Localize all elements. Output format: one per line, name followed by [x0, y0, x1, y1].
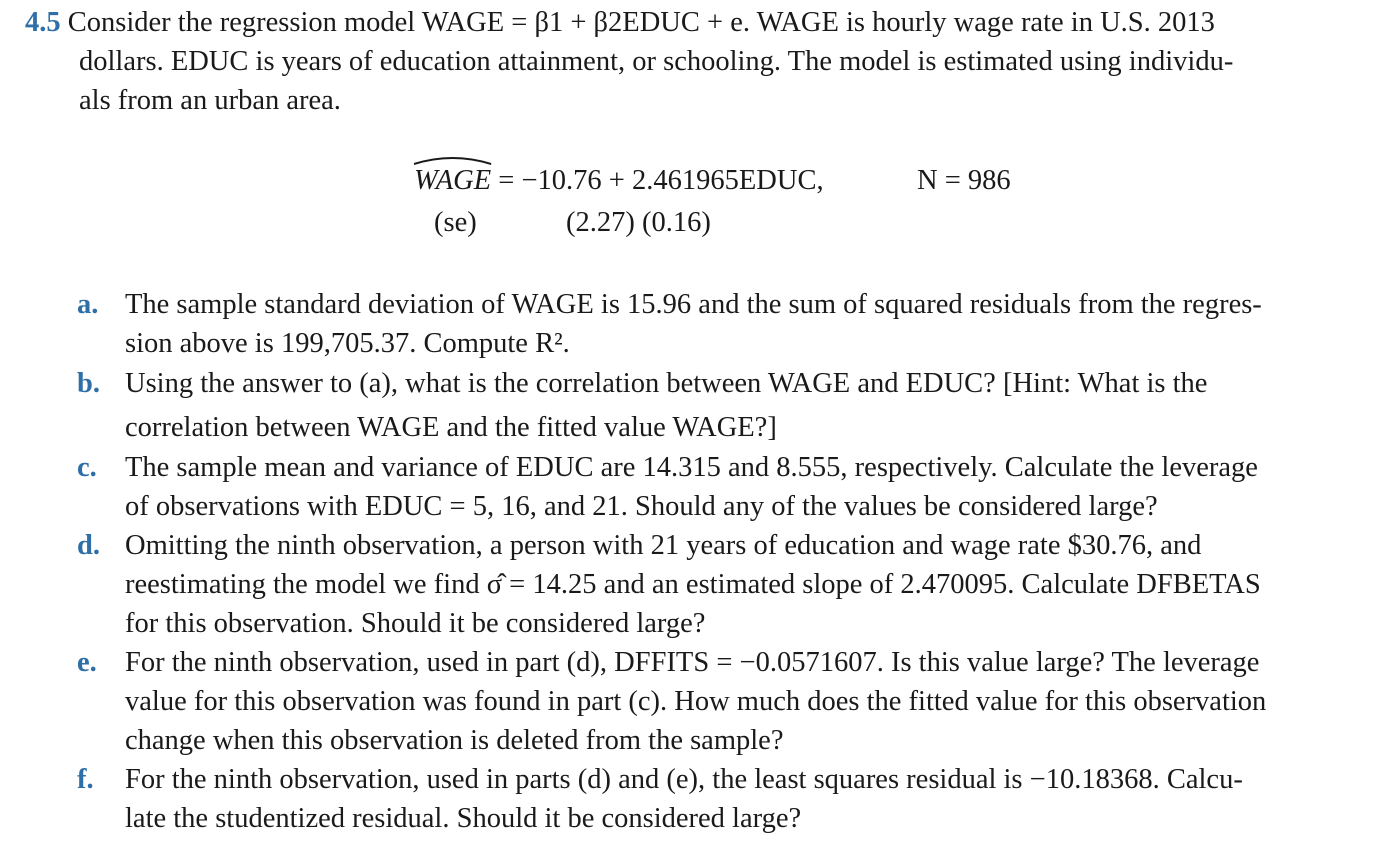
part-e-label: e.	[77, 647, 97, 678]
part-d-line-2: reestimating the model we find σ̂ = 14.25 and an estimated slope of 2.470095. Calculate DFBETAS	[125, 569, 1261, 600]
equation-se-values: (2.27) (0.16)	[566, 207, 711, 238]
equation-sample-size: N = 986	[917, 165, 1011, 196]
part-f-line-2: late the studentized residual. Should it be considered large?	[125, 803, 802, 834]
part-a-label: a.	[77, 289, 99, 320]
part-c-line-2: of observations with EDUC = 5, 16, and 21. Should any of the values be considered large?	[125, 491, 1158, 522]
part-e-line-3: change when this observation is deleted from the sample?	[125, 725, 784, 756]
part-b-line-1: Using the answer to (a), what is the correlation between WAGE and EDUC? [Hint: What is the	[125, 368, 1208, 399]
part-c-label: c.	[77, 452, 97, 483]
part-d-line-1: Omitting the ninth observation, a person with 21 years of education and wage rate $30.76, and	[125, 530, 1202, 561]
part-a-line-1: The sample standard deviation of WAGE is 15.96 and the sum of squared residuals from the regres-	[125, 289, 1262, 320]
equation-se-label: (se)	[434, 207, 477, 238]
part-f-line-1: For the ninth observation, used in parts (d) and (e), the least squares residual is −10.18368. Calcu-	[125, 764, 1243, 795]
problem-intro-line-3: als from an urban area.	[79, 85, 341, 116]
problem-intro-line-1	[25, 3, 1215, 42]
part-d-label: d.	[77, 530, 100, 561]
part-e-line-1: For the ninth observation, used in part (d), DFFITS = −0.0571607. Is this value large? The leverage	[125, 647, 1260, 678]
part-a-line-2: sion above is 199,705.37. Compute R².	[125, 328, 570, 359]
problem-number: 4.5	[25, 7, 61, 38]
equation-lhs: WAGE	[414, 165, 492, 196]
wide-hat-icon	[414, 155, 491, 165]
equation-rhs: −10.76 + 2.461965EDUC,	[521, 165, 824, 196]
estimated-equation	[414, 161, 824, 200]
part-e-line-2: value for this observation was found in part (c). How much does the fitted value for this observation	[125, 686, 1267, 717]
part-d-line-3: for this observation. Should it be considered large?	[125, 608, 706, 639]
part-c-line-1: The sample mean and variance of EDUC are 14.315 and 8.555, respectively. Calculate the leverage	[125, 452, 1258, 483]
intro-line-1-text: Consider the regression model WAGE = β1 + β2EDUC + e. WAGE is hourly wage rate in U.S. 2013	[67, 7, 1215, 38]
equation-equals: =	[498, 165, 515, 196]
problem-intro-line-2: dollars. EDUC is years of education attainment, or schooling. The model is estimated using individu-	[79, 46, 1234, 77]
part-b-label: b.	[77, 368, 100, 399]
wage-hat	[414, 161, 491, 200]
part-b-line-2: correlation between WAGE and the fitted value WAGE?]	[125, 412, 777, 443]
part-f-label: f.	[77, 764, 94, 795]
